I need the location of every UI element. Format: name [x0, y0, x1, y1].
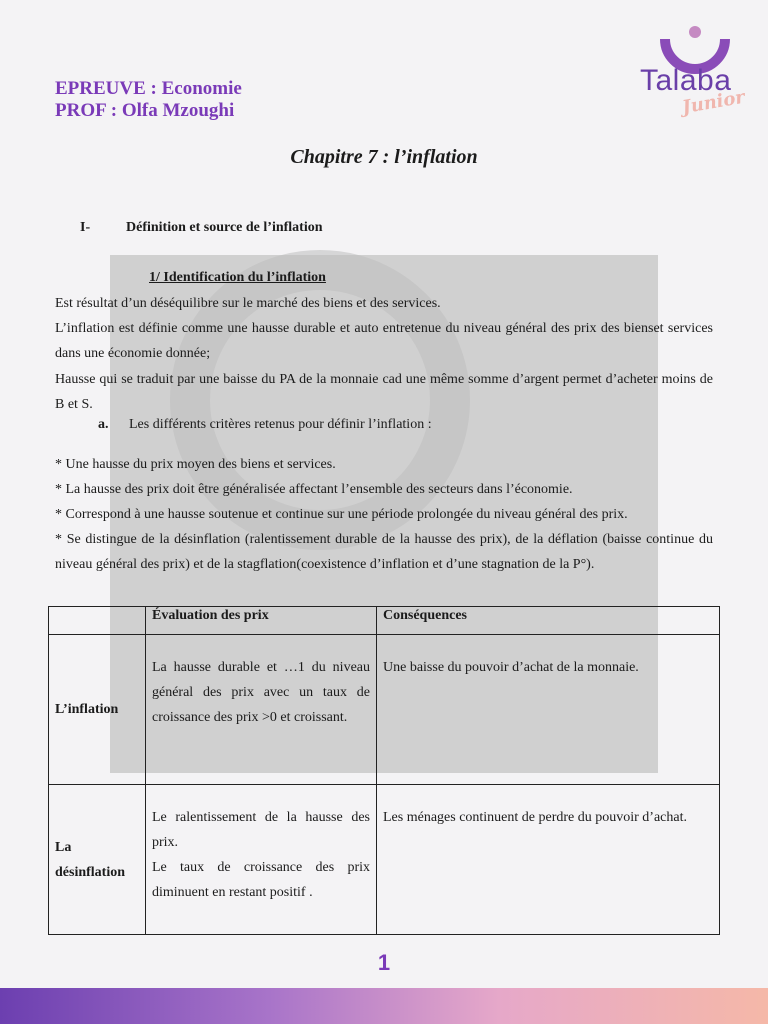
list-item: * Une hausse du prix moyen des biens et services. — [55, 457, 336, 472]
chapter-title: Chapitre 7 : l’inflation — [290, 146, 478, 168]
section-title: Définition et source de l’inflation — [126, 220, 323, 235]
section-number: I- — [80, 220, 91, 235]
cell-evaluation — [146, 635, 377, 785]
exam-subject: EPREUVE : Economie — [55, 78, 242, 99]
criteria-list — [55, 452, 713, 577]
table-header-consequences: Conséquences — [377, 607, 720, 635]
paragraph-1: Est résultat d’un déséquilibre sur le marché des biens et des services. — [55, 296, 441, 311]
consequence-text: Une baisse du pouvoir d’achat de la monnaie. — [383, 660, 639, 675]
row-label-line1: La — [55, 839, 72, 855]
list-item: * Se distingue de la désinflation (ralentissement durable de la hausse des prix), de la déflation (baisse continue du niveau général des prix) et de la stagflation(coexistence d’inflation et d’une stagnation de la P°). — [55, 532, 713, 572]
cell-consequence — [377, 785, 720, 935]
table-row — [49, 785, 720, 935]
list-item: * La hausse des prix doit être généralisée affectant l’ensemble des secteurs dans l’économie. — [55, 482, 573, 497]
list-item: * Correspond à une hausse soutenue et continue sur une période prolongée du niveau général des prix. — [55, 507, 628, 522]
paragraph-3: Hausse qui se traduit par une baisse du PA de la monnaie cad une même somme d’argent permet d’acheter moins de B et S. — [55, 372, 713, 412]
paragraph-2: L’inflation est définie comme une hausse durable et auto entretenue du niveau général des prix des bienset services dans une économie donnée; — [55, 321, 713, 361]
cell-evaluation — [146, 785, 377, 935]
cell-consequence — [377, 635, 720, 785]
table-header-evaluation: Évaluation des prix — [146, 607, 377, 635]
consequence-text: Les ménages continuent de perdre du pouvoir d’achat. — [383, 810, 688, 825]
logo-name: Talaba — [640, 64, 732, 97]
evaluation-text-2: Le taux de croissance des prix diminuent en restant positif . — [152, 860, 370, 900]
subsection-heading: 1/ Identification du l’inflation — [149, 270, 326, 285]
page-number: 1 — [377, 950, 391, 975]
footer-bar — [0, 988, 768, 1024]
row-label-desinflation — [49, 785, 146, 935]
table-header-row — [49, 607, 720, 635]
evaluation-text-1: Le ralentissement de la hausse des prix. — [152, 810, 370, 850]
evaluation-text: La hausse durable et …1 du niveau général des prix avec un taux de croissance des prix >0 et croissant. — [152, 660, 370, 725]
inflation-table — [48, 606, 720, 935]
teacher-name: PROF : Olfa Mzoughi — [55, 100, 235, 121]
table-header-empty — [49, 607, 146, 635]
header-block — [55, 78, 242, 122]
criteria-text: Les différents critères retenus pour définir l’inflation : — [129, 417, 432, 432]
row-label-inflation: L’inflation — [49, 635, 146, 785]
table-row — [49, 635, 720, 785]
logo-sub: Junior — [680, 86, 747, 119]
row-label-line2: désinflation — [55, 864, 126, 880]
criteria-letter: a. — [98, 417, 109, 432]
